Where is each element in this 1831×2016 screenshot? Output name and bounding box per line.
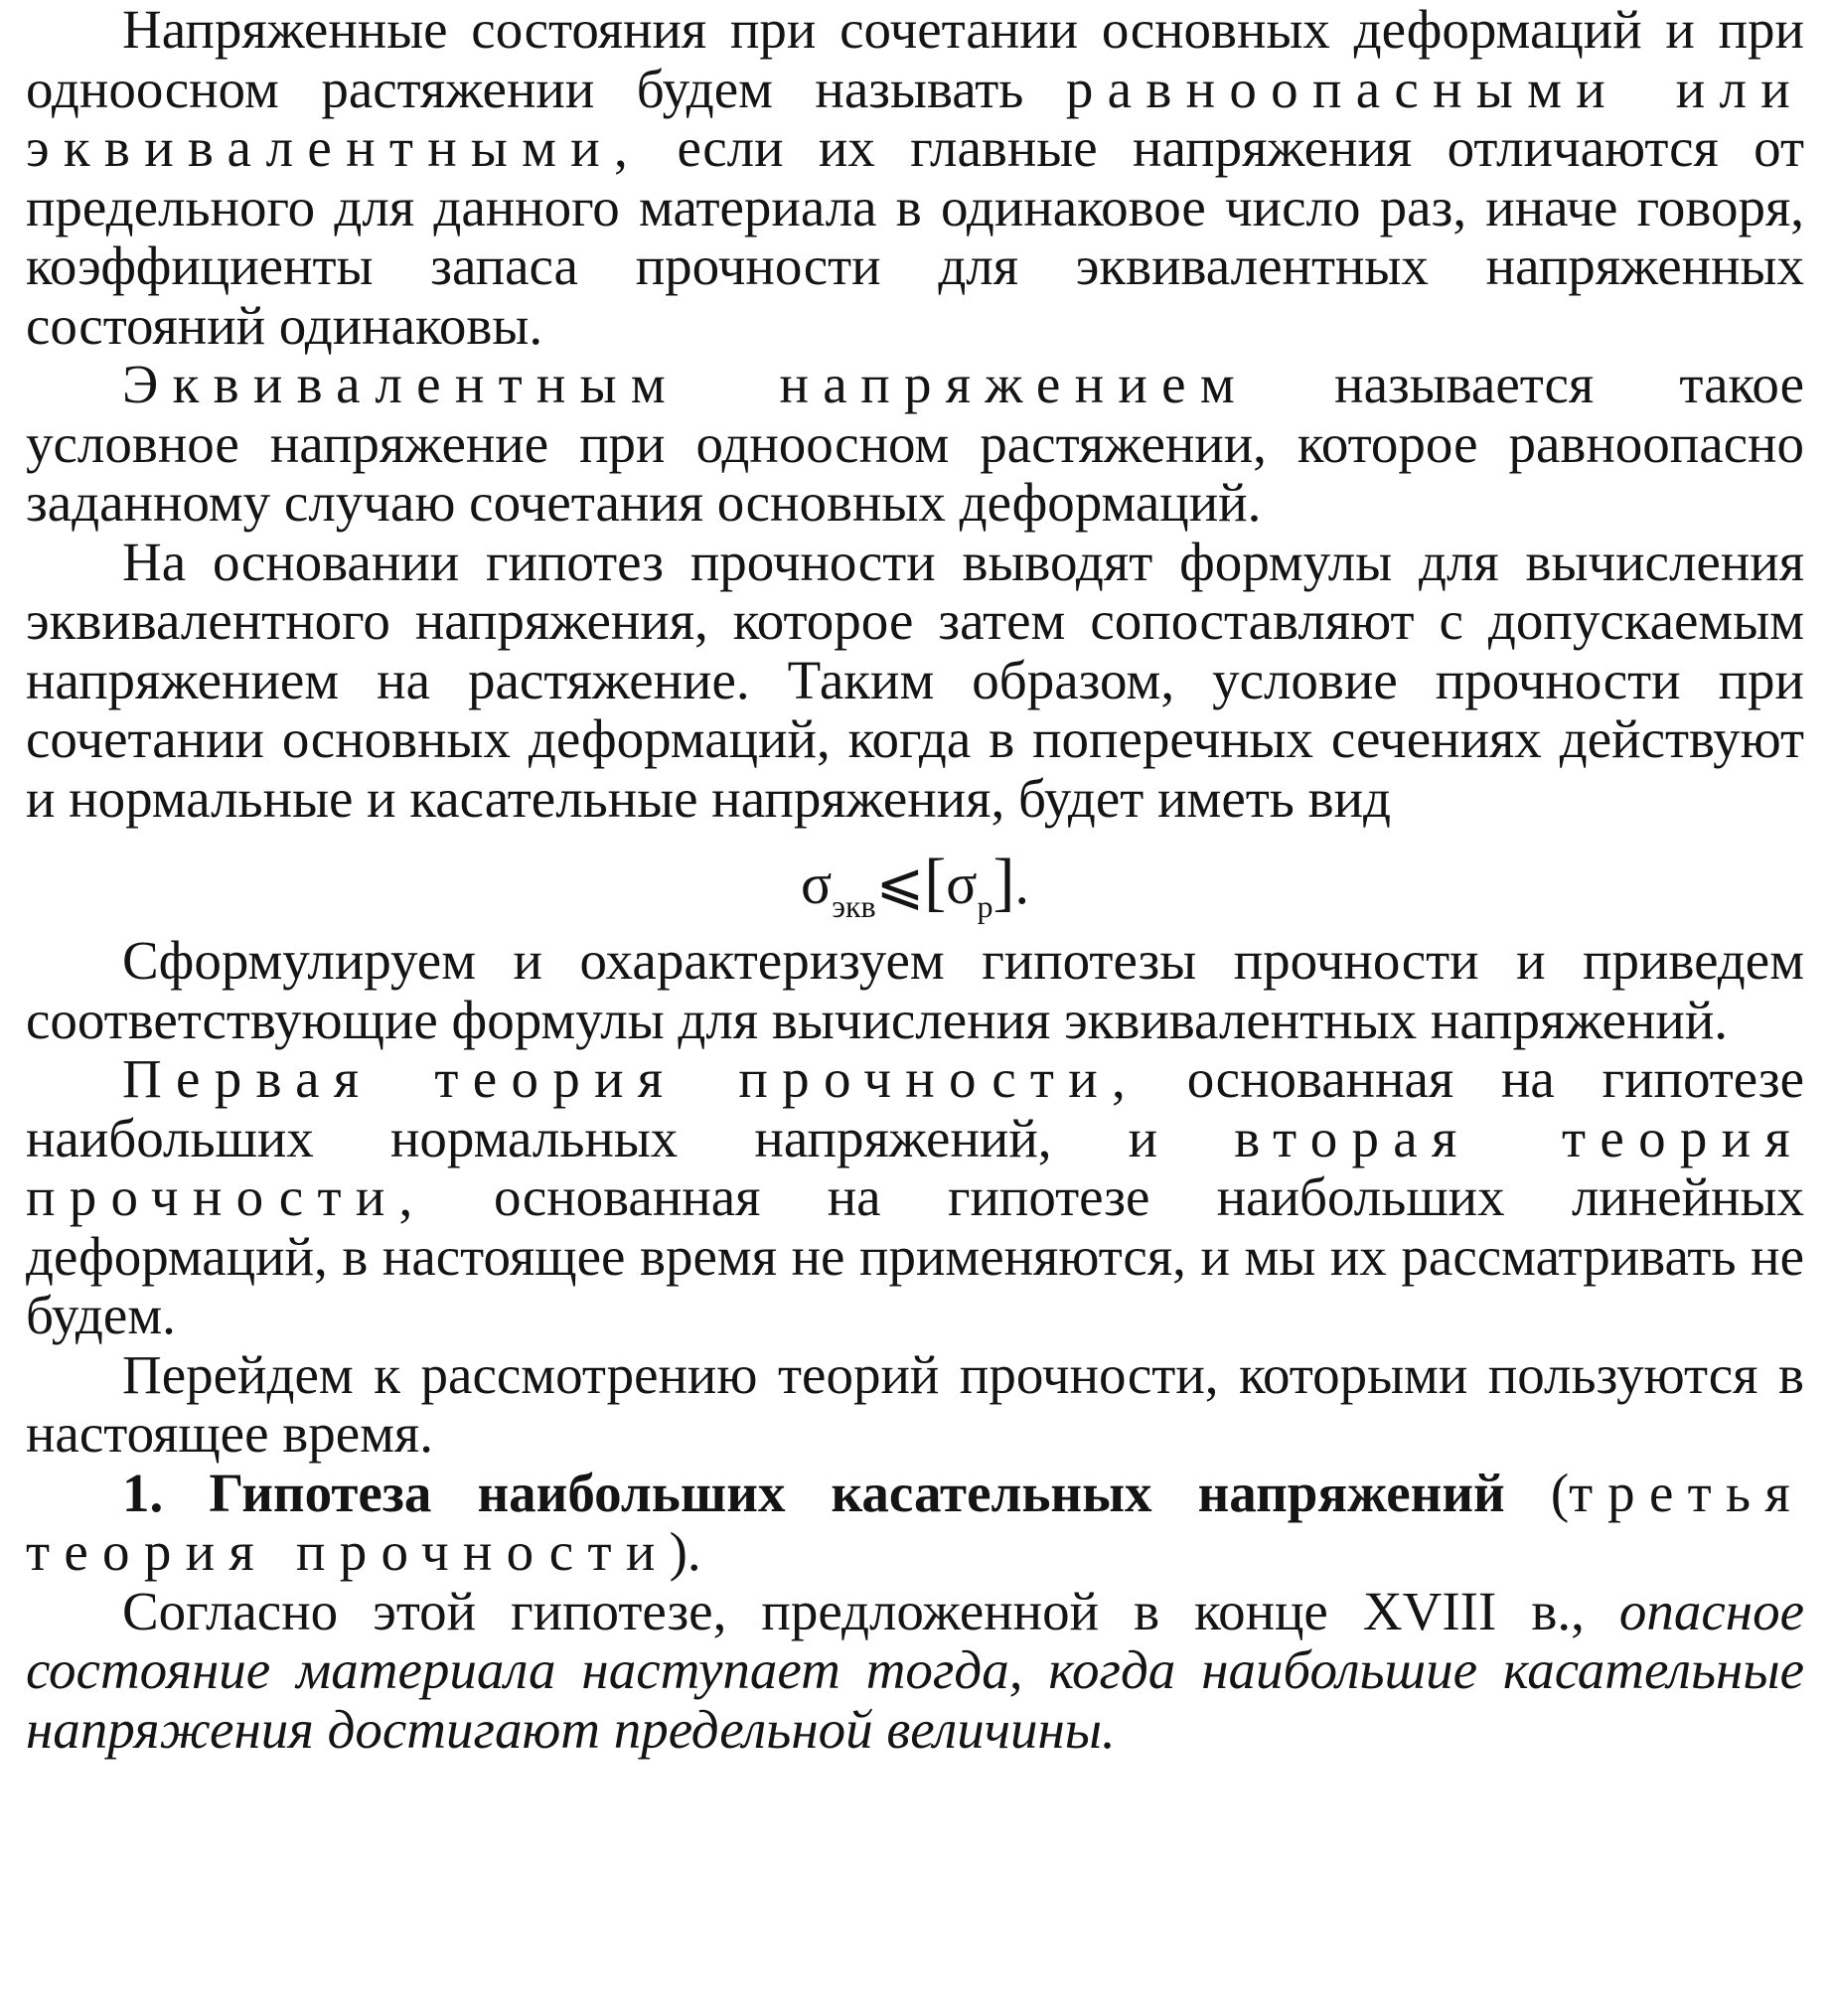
paragraph-text: ( [1504, 1462, 1570, 1523]
spaced-term: равноопасными или эквивалентными, [26, 58, 1804, 178]
formula-relation: ⩽ [875, 852, 925, 916]
paragraph-text: Согласно этой гипотезе, предложенной в конце XVIII в., [122, 1580, 1619, 1641]
paragraph-text: Перейдем к рассмотрению теорий прочности, которыми пользуются в настоящее время. [26, 1343, 1804, 1464]
paragraph-text: Сформулируем и охарактеризуем гипотезы прочности и приведем соответствующие формулы для вычисления эквивалентных напряжений. [26, 930, 1804, 1050]
formula-subscript-ekv: экв [832, 888, 876, 924]
formula-bracket-close: ] [992, 846, 1015, 918]
section-heading: 1. Гипотеза наибольших касательных напряжений [122, 1462, 1505, 1523]
paragraph-text: На основании гипотез прочности выводят формулы для вычисления эквивалентного напряжения, которое затем сопоставляют с допускаемым напряжением на растяжение. Таким образом, условие прочности при сочетании основных деформаций, когда в поперечных сечениях действуют и нормальные и касательные напряжения, будет иметь вид [26, 531, 1804, 829]
spaced-term: Первая теория прочности, [122, 1048, 1141, 1109]
document-page [26, 0, 1804, 1759]
paragraph-equivalent-stress [26, 355, 1804, 533]
paragraph-text: если их главные напряжения отличаются от предельного для данного материала в одинаковое число раз, иначе говоря, коэффициенты запаса прочности для эквивалентных напряженных состояний одинаковы. [26, 117, 1804, 356]
paragraph-strength-hypotheses [26, 533, 1804, 829]
paragraph-text: основанная на гипотезе наибольших нормальных напряжений, и [26, 1048, 1804, 1168]
paragraph-text: Напряженные состояния при сочетании основных деформаций и при одноосном растяжении будем называть [26, 0, 1804, 119]
paragraph-text: основанная на гипотезе наибольших линейных деформаций, в настоящее время не применяются, и мы их рассматривать не будем. [26, 1166, 1804, 1345]
paragraph-text: называется такое условное напряжение при одноосном растяжении, которое равноопасно заданному случаю сочетания основных деформаций. [26, 354, 1805, 533]
formula-terminator: . [1014, 852, 1029, 916]
spaced-term: Эквивалентным напряжением [122, 354, 1249, 414]
formula-sigma: σ [801, 852, 833, 916]
paragraph-transition [26, 1345, 1804, 1464]
formula-subscript-p: р [977, 888, 993, 924]
paragraph-first-second-theories [26, 1049, 1804, 1345]
spaced-term: вторая теория прочности, [26, 1107, 1805, 1227]
strength-condition-formula [26, 842, 1804, 923]
formula-bracket-open: [ [924, 846, 947, 918]
italic-statement: опасное состояние материала наступает тогда, когда наибольшие касательные напряжения достигают предельной величины. [26, 1580, 1804, 1760]
formula-inner-sigma: σ [946, 852, 978, 916]
spaced-term: третья теория прочности [26, 1462, 1804, 1582]
paragraph-hypothesis-statement [26, 1582, 1804, 1760]
paragraph-text: ). [669, 1521, 701, 1582]
paragraph-equivalent-states [26, 0, 1804, 355]
paragraph-formulate [26, 931, 1804, 1049]
section-heading-third-theory [26, 1464, 1804, 1582]
